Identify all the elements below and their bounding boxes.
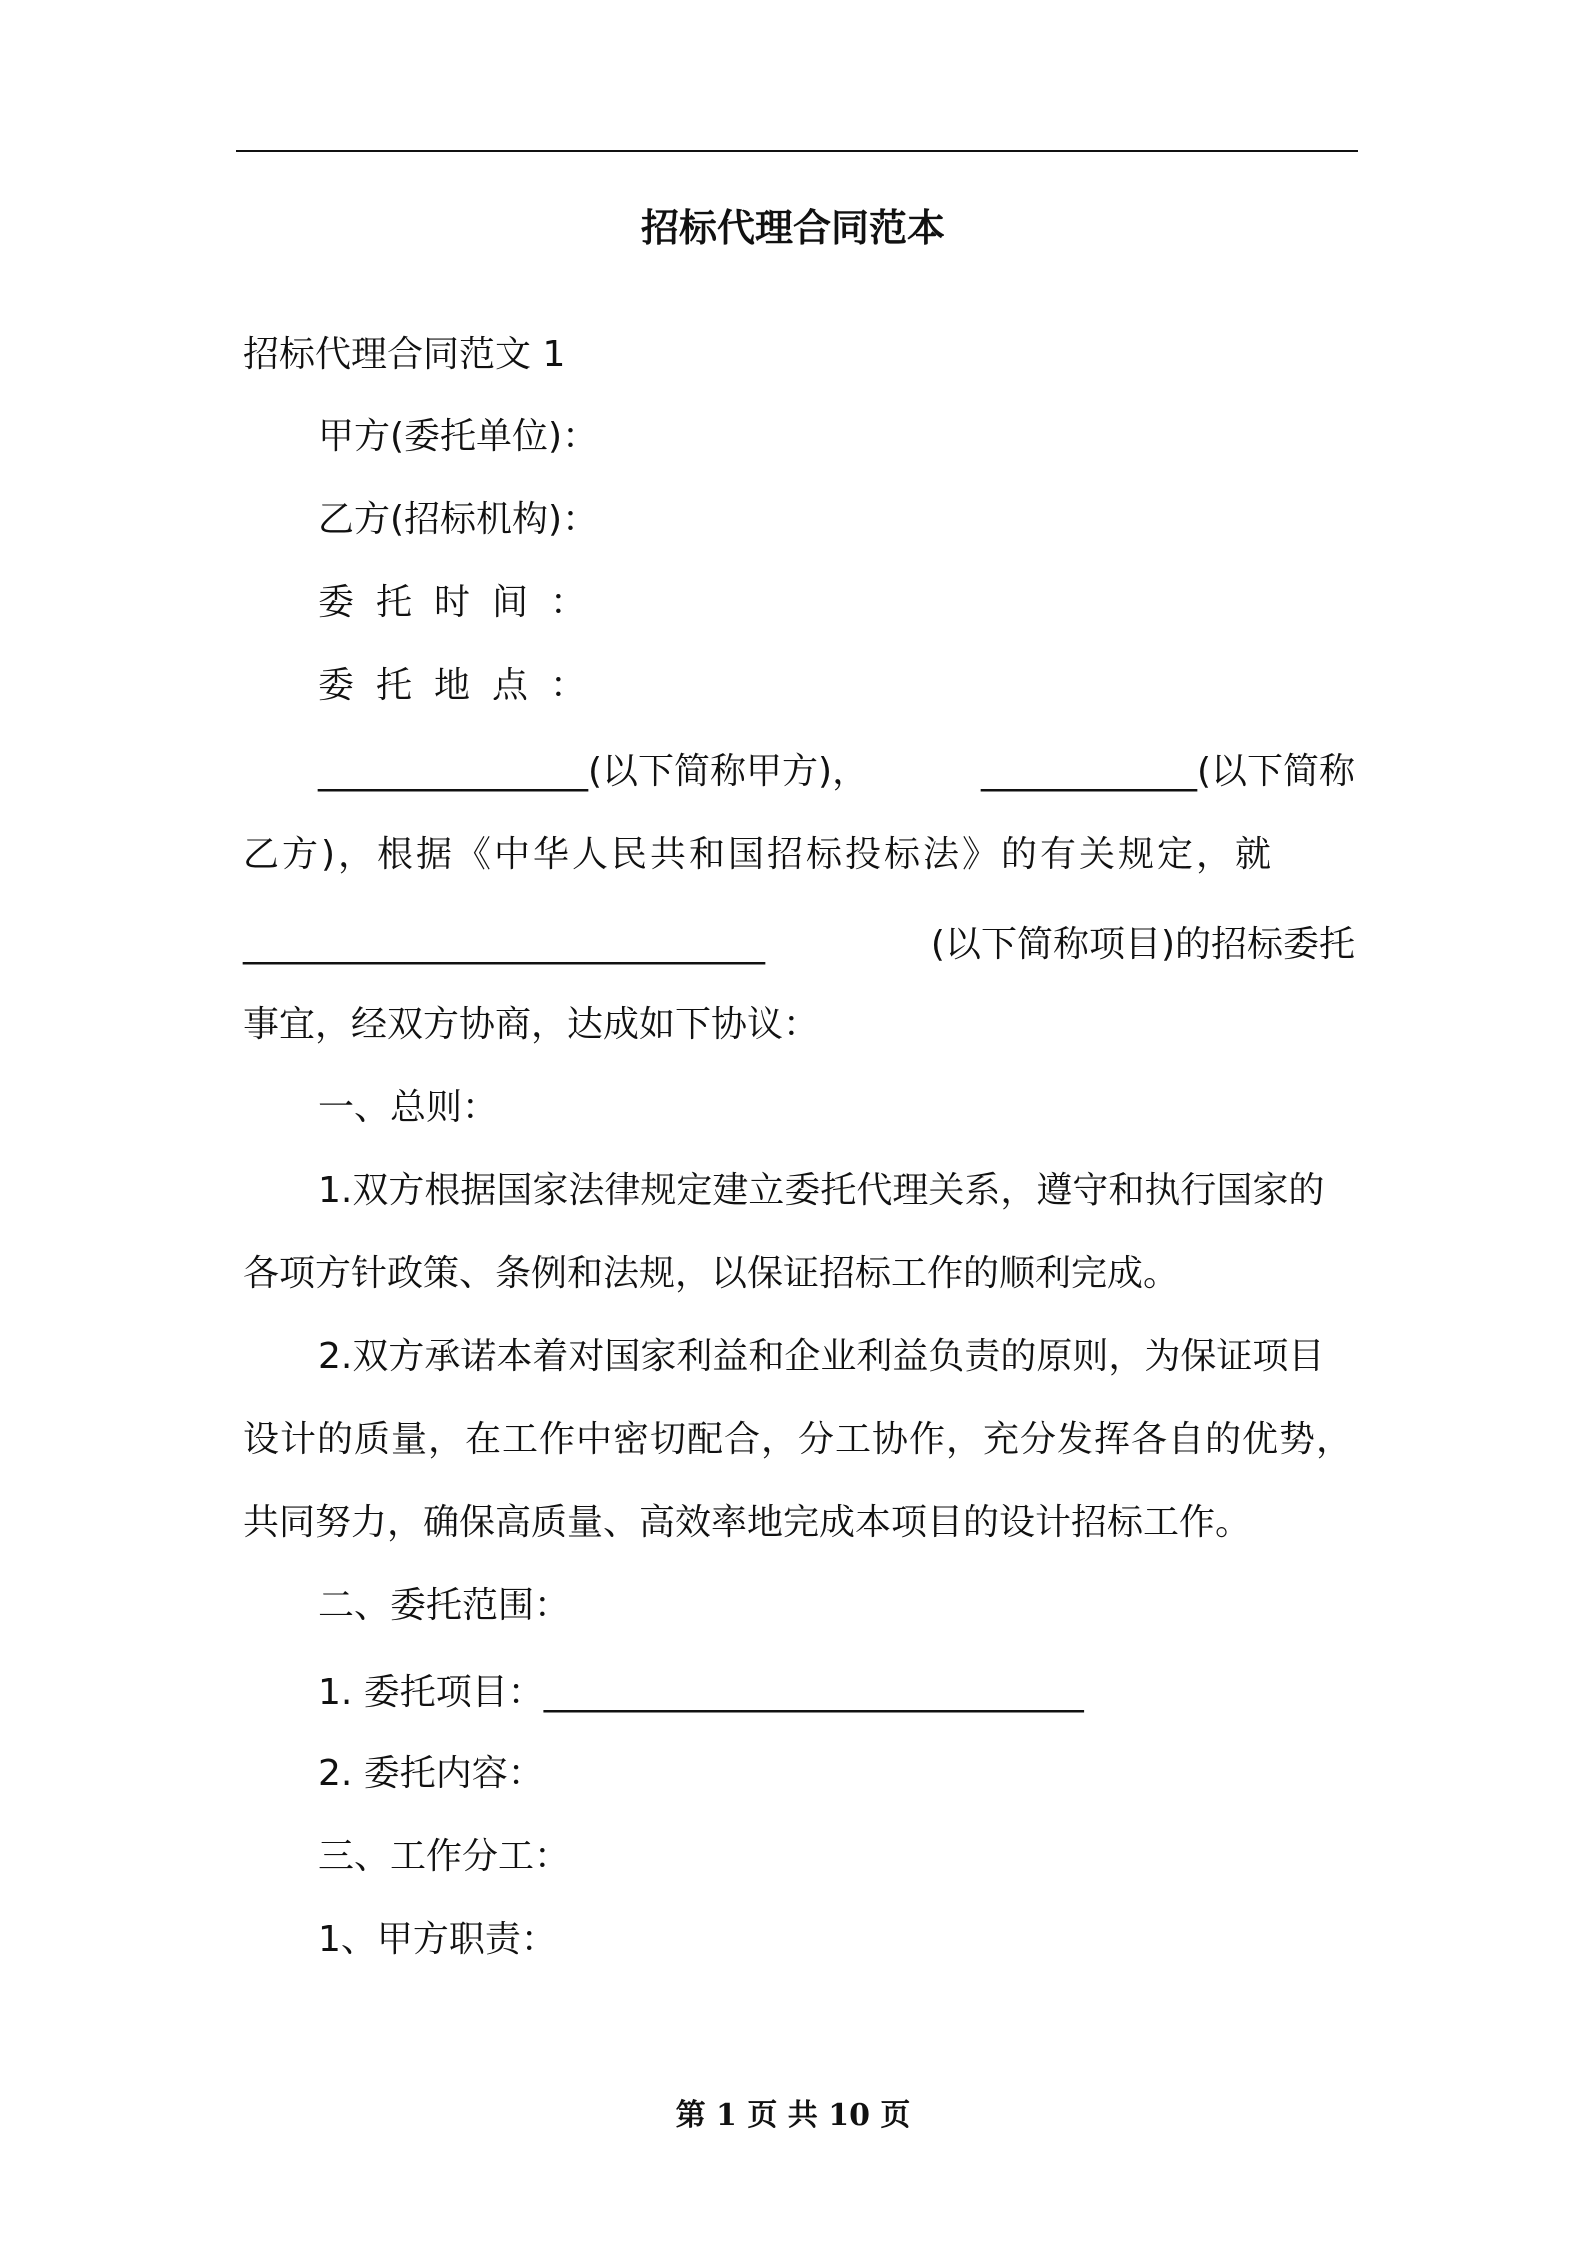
commission-place-label: 委托地点：: [318, 665, 609, 706]
commission-time-label: 委托时间：: [318, 582, 609, 623]
scope-item-1: 1. 委托项目：______________________________: [318, 1672, 1084, 1713]
party-a-duties-heading: 1、甲方职责：: [318, 1919, 557, 1960]
intro-line-3-b: (以下简称项目)的招标委托: [930, 924, 1355, 965]
general-heading: 一、总则：: [318, 1087, 499, 1128]
party-a-label: 甲方(委托单位)：: [318, 416, 599, 457]
division-heading: 三、工作分工：: [318, 1836, 571, 1877]
section-heading: 招标代理合同范文 1: [243, 334, 566, 375]
intro-line-4: 事宜，经双方协商，达成如下协议：: [243, 1004, 820, 1045]
intro-line-3: [243, 920, 1355, 970]
party-b-label: 乙方(招标机构)：: [318, 499, 599, 540]
scope-item-2: 2. 委托内容：: [318, 1753, 544, 1794]
clause-2-line-3: 共同努力，确保高质量、高效率地完成本项目的设计招标工作。: [243, 1502, 1252, 1543]
clause-1-line-1: 1.双方根据国家法律规定建立委托代理关系，遵守和执行国家的: [318, 1170, 1325, 1211]
intro-line-1: [318, 747, 1355, 797]
page-number: 第 1 页 共 10 页: [675, 2098, 911, 2133]
intro-line-2: 乙方)，根据《中华人民共和国招标投标法》的有关规定，就: [243, 834, 1275, 875]
intro-line-1-a: _______________(以下简称甲方)，: [318, 751, 869, 792]
clause-1-line-2: 各项方针政策、条例和法规，以保证招标工作的顺利完成。: [243, 1253, 1180, 1294]
document-title: 招标代理合同范本: [640, 206, 945, 250]
scope-heading: 二、委托范围：: [318, 1585, 571, 1626]
header-rule: [236, 150, 1358, 152]
intro-line-3-a: _____________________________: [243, 924, 765, 965]
intro-line-1-b: ____________(以下简称: [980, 751, 1355, 792]
clause-2-line-1: 2.双方承诺本着对国家利益和企业利益负责的原则，为保证项目: [318, 1336, 1325, 1377]
clause-2-line-2: 设计的质量，在工作中密切配合，分工协作，充分发挥各自的优势，: [243, 1419, 1354, 1460]
